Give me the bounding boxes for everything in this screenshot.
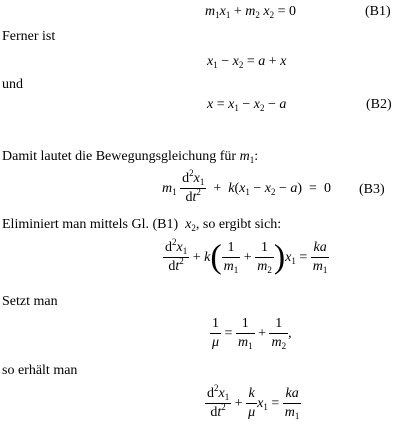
equation-reduced-mass: $\frac{1}{\mu}$ = $\frac{1}{m_1}$ + $\frac{1}{m_2}$ , xyxy=(212,316,292,352)
text-so-erhaelt: so erhält man xyxy=(2,363,78,378)
equation-difference: $x_1 - x_2 = a + x$ xyxy=(207,54,287,70)
text-ferner-ist: Ferner ist xyxy=(2,29,56,44)
text-setzt-man: Setzt man xyxy=(2,294,58,309)
text-so-ergibt: , so ergibt sich: xyxy=(195,217,282,232)
equation-label-b3: (B3) xyxy=(359,182,385,197)
equation-label-b2: (B2) xyxy=(366,97,392,112)
equation-label-b1: (B1) xyxy=(365,4,391,19)
equation-b1: $m_1x_1 + m_2$ $x_2 = 0$ xyxy=(205,4,296,20)
equation-eliminated: $\frac{d^2x_1}{dt^2}$ + k( $\frac{1}{m_1}$ + $\frac{1}{m_2}$ )$x_1$ = $\frac{ka}{m_1}$ xyxy=(165,237,328,276)
fraction-d2x1-dt2: $\frac{d^2x_1}{dt^2}$ xyxy=(182,168,205,206)
equation-b3: $m_1$ $\frac{d^2x_1}{dt^2}$ + $k(x_1 - x_2 - a) = 0$ xyxy=(162,168,331,206)
text-eliminiert-label: Eliminiert man mittels Gl. (B1) xyxy=(2,217,179,232)
equation-final: $\frac{d^2x_1}{dt^2}$ + $\frac{k}{\mu}$ $x_1$ = $\frac{ka}{m_1}$ xyxy=(207,383,300,422)
text-damit: Damit lautet die Bewegungsgleichung für $m_1$: xyxy=(2,149,259,165)
text-und: und xyxy=(2,77,23,92)
text-damit-label: Damit lautet die Bewegungsgleichung für xyxy=(2,149,237,164)
equation-b2: $x = x_1 - x_2 - a$ xyxy=(207,97,287,113)
text-eliminiert: Eliminiert man mittels Gl. (B1) $x_2$, so ergibt sich: xyxy=(2,217,282,233)
